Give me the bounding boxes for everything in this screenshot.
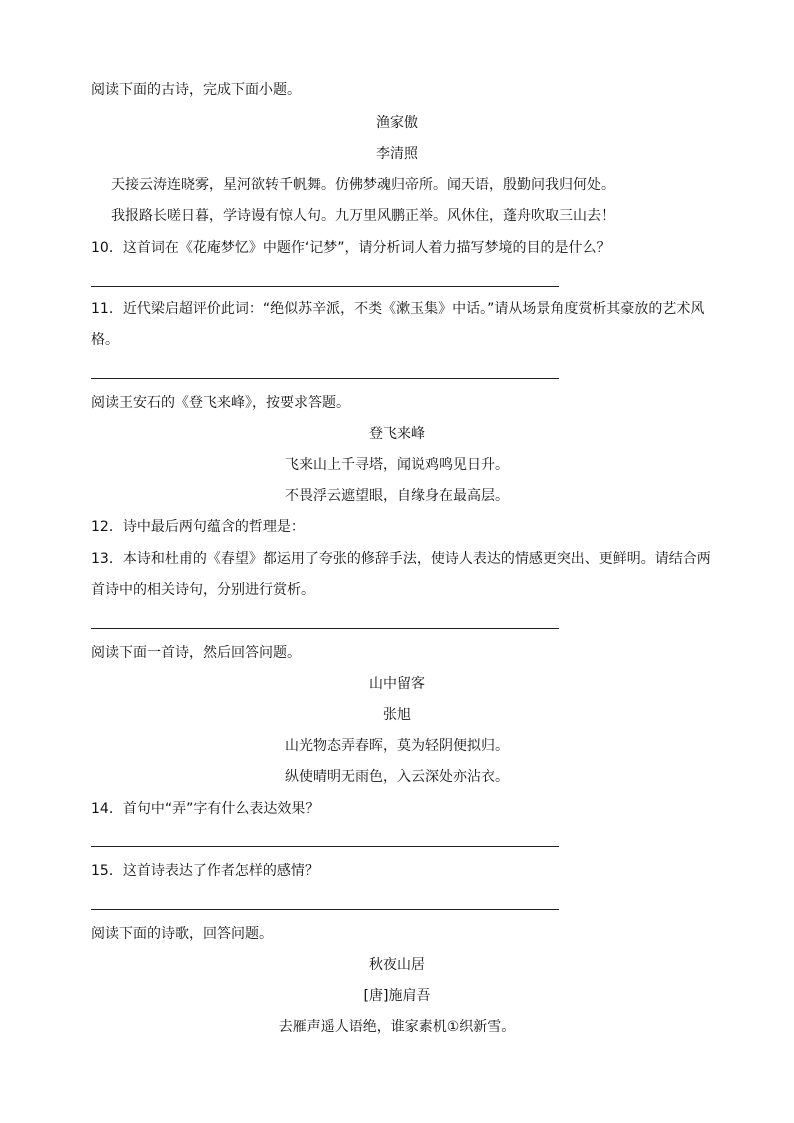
answer-line-13[interactable] xyxy=(91,628,559,629)
question-11: 11．近代梁启超评价此词：“绝似苏辛派，不类《漱玉集》中话。”请从场景角度赏析其豪放的艺术风格。 xyxy=(91,301,705,348)
answer-line-10[interactable] xyxy=(91,286,559,287)
section-1-intro: 阅读下面的古诗，完成下面小题。 xyxy=(91,82,301,98)
poem-1-line-2: 我报路长嗟日暮，学诗谩有惊人句。九万里风鹏正举。风休住，蓬舟吹取三山去！ xyxy=(111,208,615,224)
section-4-intro: 阅读下面的诗歌，回答问题。 xyxy=(91,926,273,942)
poem-3-line-1: 山光物态弄春晖，莫为轻阴便拟归。 xyxy=(285,738,509,754)
poem-3-title: 山中留客 xyxy=(369,676,425,692)
poem-1-author: 李清照 xyxy=(376,146,418,162)
question-12: 12．诗中最后两句蕴含的哲理是： xyxy=(91,519,305,535)
poem-3-author: 张旭 xyxy=(383,707,411,723)
poem-1-line-1: 天接云涛连晓雾，星河欲转千帆舞。仿佛梦魂归帝所。闻天语，殷勤问我归何处。 xyxy=(111,177,615,193)
section-2-intro: 阅读王安石的《登飞来峰》，按要求答题。 xyxy=(91,395,350,411)
answer-line-11[interactable] xyxy=(91,378,559,379)
section-3-intro: 阅读下面一首诗，然后回答问题。 xyxy=(91,645,301,661)
question-14: 14．首句中“弄”字有什么表达效果？ xyxy=(91,801,320,817)
poem-2-line-2: 不畏浮云遮望眼，自缘身在最高层。 xyxy=(285,488,509,504)
poem-1-title: 渔家傲 xyxy=(376,115,418,131)
poem-3-line-2: 纵使晴明无雨色，入云深处亦沾衣。 xyxy=(285,769,509,785)
answer-line-14[interactable] xyxy=(91,846,559,847)
answer-line-15[interactable] xyxy=(91,909,559,910)
poem-2-line-1: 飞来山上千寻塔，闻说鸡鸣见日升。 xyxy=(285,457,509,473)
poem-4-author: [唐]施肩吾 xyxy=(363,988,431,1004)
question-13: 13．本诗和杜甫的《春望》都运用了夸张的修辞手法，使诗人表达的情感更突出、更鲜明。请结合两首诗中的相关诗句，分别进行赏析。 xyxy=(91,551,711,598)
poem-2-title: 登飞来峰 xyxy=(369,426,425,442)
poem-4-line-1: 去雁声遥人语绝，谁家素机①织新雪。 xyxy=(278,1019,516,1035)
poem-4-title: 秋夜山居 xyxy=(369,957,425,973)
question-10: 10．这首词在《花庵梦忆》中题作‘记梦”，请分析词人着力描写梦境的目的是什么？ xyxy=(91,240,611,256)
question-15: 15．这首诗表达了作者怎样的感情？ xyxy=(91,863,319,879)
